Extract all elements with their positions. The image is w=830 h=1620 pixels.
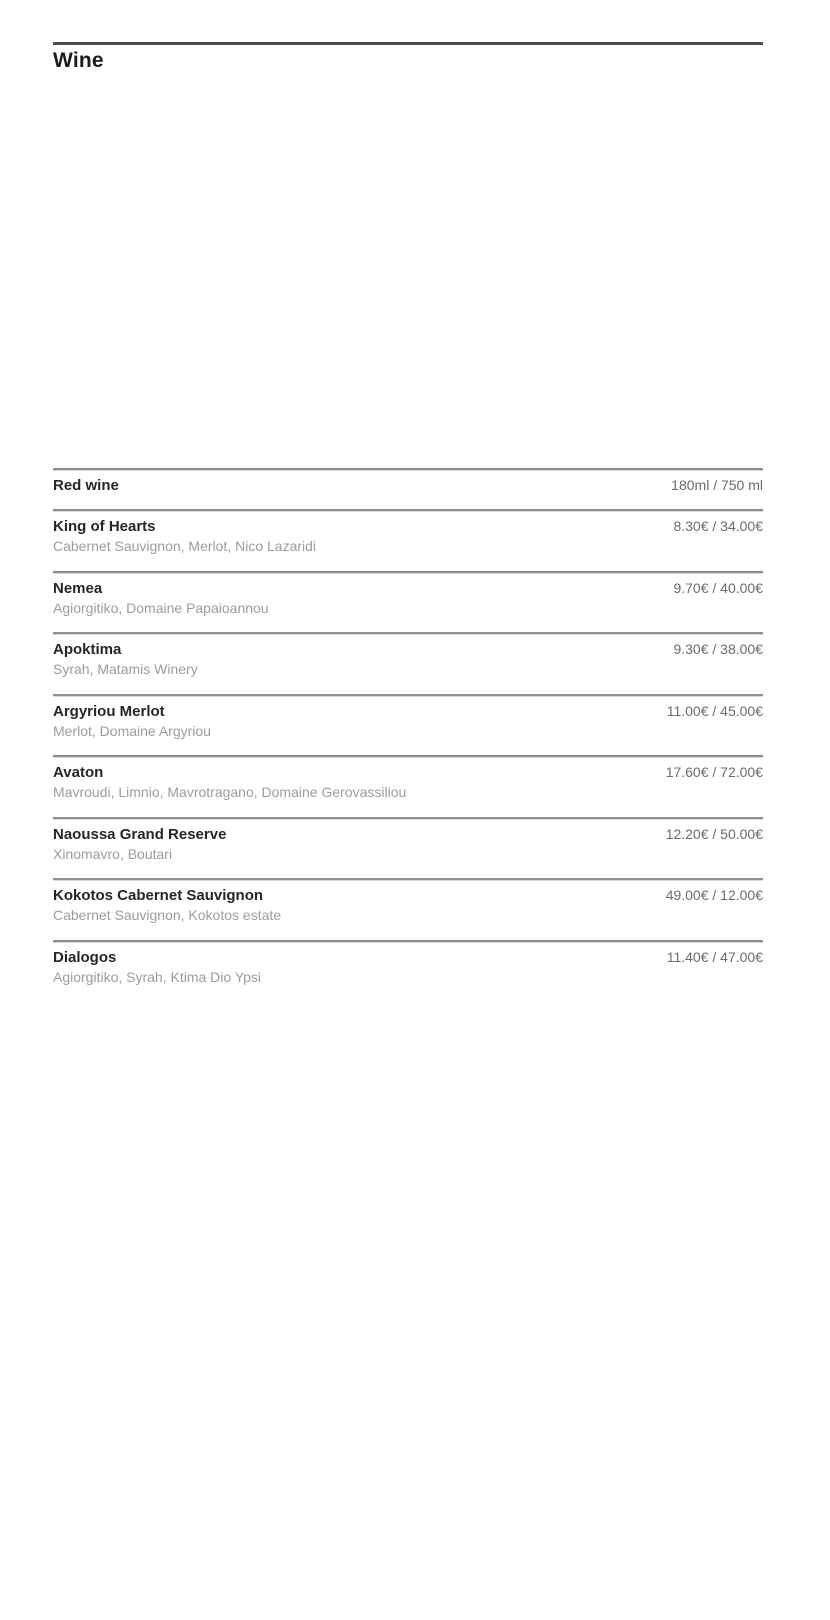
wine-price: 9.30€ / 38.00€ bbox=[673, 641, 763, 657]
wine-name: Nemea bbox=[53, 579, 103, 597]
section-header bbox=[53, 468, 763, 509]
wine-name: Dialogos bbox=[53, 948, 117, 966]
wine-price: 11.40€ / 47.00€ bbox=[666, 948, 763, 965]
wine-description: Merlot, Domaine Argyriou bbox=[53, 722, 211, 739]
menu-item-row bbox=[53, 694, 763, 756]
wine-description: Cabernet Sauvignon, Kokotos estate bbox=[53, 907, 282, 923]
wine-description: Xinomavro, Boutari bbox=[53, 845, 173, 862]
wine-price: 11.00€ / 45.00€ bbox=[666, 702, 763, 719]
menu-item-row bbox=[53, 878, 763, 940]
wine-description: Syrah, Matamis Winery bbox=[53, 661, 198, 677]
menu-item-row bbox=[53, 755, 763, 817]
wine-menu-table bbox=[53, 468, 763, 1001]
menu-item-row bbox=[53, 940, 763, 1002]
menu-item-row bbox=[53, 571, 763, 633]
wine-name: Kokotos Cabernet Sauvignon bbox=[53, 887, 264, 904]
wine-name: Avaton bbox=[53, 764, 104, 781]
heading-rule bbox=[53, 42, 763, 45]
wine-description: Agiorgitiko, Syrah, Ktima Dio Ypsi bbox=[53, 968, 262, 985]
menu-item-row bbox=[53, 632, 763, 694]
page-title: Wine bbox=[53, 49, 104, 72]
wine-description: Mavroudi, Limnio, Mavrotragano, Domaine Gerovassiliou bbox=[53, 784, 407, 800]
wine-price: 8.30€ / 34.00€ bbox=[673, 518, 763, 534]
wine-name: Apoktima bbox=[53, 641, 122, 658]
menu-item-row bbox=[53, 817, 763, 879]
volume-columns-label: 180ml / 750 ml bbox=[671, 477, 763, 493]
menu-item-row bbox=[53, 509, 763, 571]
wine-price: 12.20€ / 50.00€ bbox=[665, 825, 763, 842]
wine-price: 17.60€ / 72.00€ bbox=[665, 764, 763, 780]
wine-price: 49.00€ / 12.00€ bbox=[665, 887, 763, 903]
section-name: Red wine bbox=[53, 477, 119, 494]
wine-name: Naoussa Grand Reserve bbox=[53, 825, 227, 843]
wine-name: Argyriou Merlot bbox=[53, 702, 165, 720]
wine-description: Agiorgitiko, Domaine Papaioannou bbox=[53, 599, 269, 616]
wine-price: 9.70€ / 40.00€ bbox=[673, 579, 763, 596]
wine-description: Cabernet Sauvignon, Merlot, Nico Lazaridi bbox=[53, 538, 317, 554]
wine-name: King of Hearts bbox=[53, 518, 156, 535]
